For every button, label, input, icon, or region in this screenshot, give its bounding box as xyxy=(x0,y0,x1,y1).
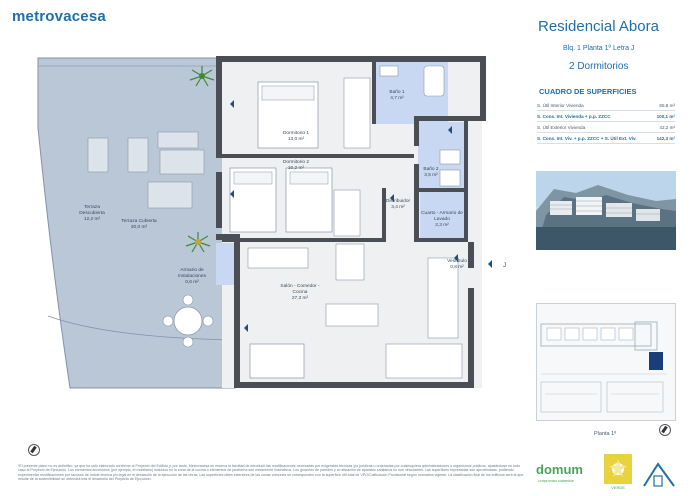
surface-value: 100,1 m² xyxy=(656,113,675,119)
room-name: Vestíbulo xyxy=(447,259,467,264)
room-area: 0,8 m² xyxy=(450,265,464,270)
domum-logo: domum xyxy=(536,462,583,477)
domum-tagline: compromiso sostenible xyxy=(538,479,574,483)
room-cuarto-lavado xyxy=(418,211,466,229)
project-title: Residencial Abora xyxy=(538,18,659,35)
room-name: Baño 2 xyxy=(423,167,439,172)
room-area: 3,5 m² xyxy=(424,173,438,178)
room-area: 10,2 m² xyxy=(287,166,305,171)
room-area: 2,3 m² xyxy=(435,223,449,228)
legal-disclaimer: *El presente plano no es definitivo, ya que ha sido elaborado conforme al Proyecto del Edificio y, por tanto, Metrovacesa se reserva la facultad de introducir las modificaciones necesarias por exigencias técnicas y/o jurídicas u ordenadas por cualesquiera administraciones u organismos públicos, ajustándose en todo caso al Proyecto de Ejecución. Los elementos accesorios (por ejemplo, el mobiliario) incluidos en la zona de la cocina o elementos de jardinería son meramente ilustrativos. Los grosores de paredes y la ubicación de aparatos sanitarios no son vinculantes. Las superficies expresadas son aproximadas, pudiendo experimentar modificaciones por razones de índole técnica y/o legal en el desarrollo de la ejecución de las obras. Las superficies útiles exteriores de las zonas comunes se corresponden con la superficie útil total de VPO/Calificación Provisional según normativa vigente. La clasificación final de los edificios será la que resulte de la sostenibilidad se obtendrá tras el desarrollo del Proyecto de Ejecución. xyxy=(18,464,524,482)
room-area: 0,6 m² xyxy=(185,280,199,285)
surface-value: 42,2 m² xyxy=(659,124,675,130)
bedroom-count: 2 Dormitorios xyxy=(569,61,629,72)
room-name: Terraza Cubierta xyxy=(121,219,157,224)
key-plan-label: Planta 1º xyxy=(594,431,617,437)
brand-logo: metrovacesa xyxy=(12,8,106,25)
surface-label: S. Útil Interior Vivienda xyxy=(537,102,584,108)
room-bano2 xyxy=(420,167,442,179)
room-area: 3,4 m² xyxy=(391,205,405,210)
house-logo-icon xyxy=(640,456,680,492)
room-name: Baño 1 xyxy=(389,90,405,95)
surface-label: S. Cons. Int. Viv. + p.p. ZZCC + S. Útil Ext. Viv. xyxy=(537,135,637,141)
room-bano1 xyxy=(380,90,414,102)
building-photo xyxy=(536,171,676,250)
room-armario-instalaciones xyxy=(166,268,218,286)
north-arrow-icon xyxy=(28,444,40,456)
surfaces-table xyxy=(537,100,675,144)
room-area: 27,3 m² xyxy=(291,296,309,301)
room-dormitorio1 xyxy=(270,131,322,143)
surface-row xyxy=(537,122,675,133)
room-area: 4,7 m² xyxy=(390,96,404,101)
surface-row xyxy=(537,100,675,111)
room-name: Cuarto - Armario de Lavado xyxy=(421,211,463,222)
room-area: 13,0 m² xyxy=(287,137,305,142)
surface-row xyxy=(537,111,675,122)
room-name: Dormitorio 1 xyxy=(282,131,310,136)
room-area: 30,0 m² xyxy=(130,225,148,230)
surface-label: S. Útil Exterior Vivienda xyxy=(537,124,586,130)
key-plan xyxy=(536,303,676,421)
surface-value: 65,8 m² xyxy=(659,102,675,108)
room-name: Salón - Comedor - Cocina xyxy=(280,284,320,295)
verde-logo xyxy=(604,454,632,484)
room-terraza-descubierta xyxy=(72,205,112,223)
room-name: Terraza Descubierta xyxy=(79,205,105,216)
room-name: Dormitorio 2 xyxy=(282,160,310,165)
room-salon xyxy=(274,284,326,302)
room-area: 12,2 m² xyxy=(83,217,101,222)
surface-row xyxy=(537,133,675,144)
room-dormitorio2 xyxy=(270,160,322,172)
room-distribuidor xyxy=(380,199,416,211)
north-arrow-icon xyxy=(659,424,671,436)
surface-value: 142,3 m² xyxy=(656,135,675,141)
room-name: Armario de Instalaciones xyxy=(178,268,206,279)
room-name: Distribuidor xyxy=(385,199,411,204)
room-vestibulo xyxy=(442,259,472,271)
surface-label: S. Cons. Int. Vivienda + p.p. ZZCC xyxy=(537,113,611,119)
entrance-label: J xyxy=(503,262,507,269)
verde-label: VERDE xyxy=(611,485,625,490)
unit-location: Blq. 1 Planta 1º Letra J xyxy=(563,45,635,52)
room-terraza-cubierta xyxy=(114,219,164,231)
surfaces-title: CUADRO DE SUPERFICIES xyxy=(539,87,637,96)
